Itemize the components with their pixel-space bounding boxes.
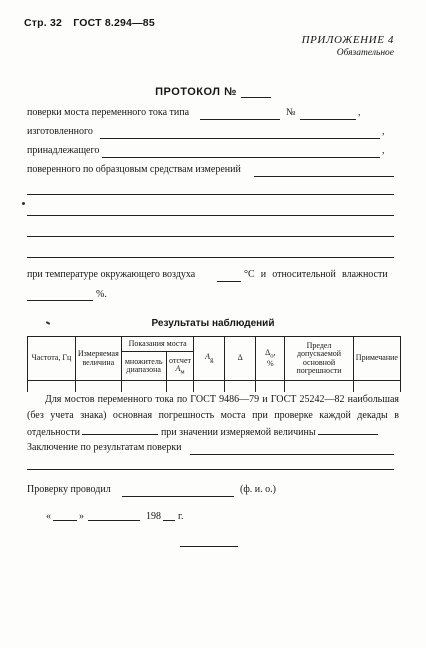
results-table: [27, 336, 401, 392]
bridge-type-blank: [200, 119, 280, 120]
humidity-percent: %.: [96, 289, 107, 300]
conclusion-blank-2: [27, 469, 394, 470]
line2-comma: ,: [382, 126, 385, 137]
date-year: 198: [146, 511, 161, 522]
blank-line-3: [27, 236, 394, 237]
owner-label: принадлежащего: [27, 145, 100, 156]
humidity-blank: [27, 300, 93, 301]
manufacturer-label: изготовленного: [27, 126, 93, 137]
col-bridge-readings: Показания моста: [121, 337, 194, 352]
reference-means-label: поверенного по образцовым средствам измерений: [27, 164, 241, 175]
appendix-label: [302, 34, 394, 58]
bridge-type-line: поверки моста переменного тока типа: [27, 107, 190, 118]
date-close-quote: »: [79, 511, 84, 522]
col-error-limit: Предел допускаемой основной погрешности: [285, 337, 354, 381]
scan-mark: [22, 202, 25, 205]
temperature-label: при температуре окружающего воздуха: [27, 269, 196, 280]
serial-number-blank: [300, 119, 356, 120]
inspector-blank: [122, 496, 234, 497]
number-sign: №: [286, 107, 296, 118]
closing-rule: [180, 546, 238, 547]
temperature-blank: [217, 281, 241, 282]
inspector-label: Проверку проводил: [27, 484, 111, 495]
blank-line-2: [27, 215, 394, 216]
col-frequency: Частота, Гц: [28, 337, 76, 381]
page-number: Стр. 32: [24, 17, 63, 29]
month-blank: [88, 520, 140, 521]
col-delta-percent: $\Delta_o$, %: [256, 337, 285, 381]
col-measured-quantity: Измеряемая величина: [75, 337, 121, 381]
date-open-quote: «: [46, 511, 51, 522]
appendix-subtitle: Обязательное: [336, 48, 394, 58]
conclusion-label: Заключение по результатам поверки: [27, 442, 182, 453]
conclusion-blank: [190, 454, 394, 455]
col-reading: отсчет $A_м$: [166, 352, 194, 381]
appendix-title: ПРИЛОЖЕНИЕ 4: [301, 34, 394, 46]
protocol-title: ПРОТОКОЛ №: [0, 86, 426, 98]
error-value-blank: [82, 424, 158, 435]
blank-line-1: [27, 194, 394, 195]
year-digit-blank: [163, 520, 175, 521]
blank-line-4: [27, 257, 394, 258]
line1-comma: ,: [358, 107, 361, 118]
day-blank: [53, 520, 77, 521]
col-range-multiplier: множитель диапазона: [121, 352, 166, 381]
date-year-suffix: г.: [178, 511, 184, 522]
reference-means-blank: [254, 176, 394, 177]
error-paragraph: Для мостов переменного тока по ГОСТ 9486—79 и ГОСТ 25242—82 наибольшая (без учета знака) основная погрешность моста при проверке каждой декады в отдельности при значении измеряемой величины: [27, 394, 399, 438]
measured-value-blank: [318, 424, 378, 435]
line3-comma: ,: [382, 145, 385, 156]
results-title: Результаты наблюдений: [151, 318, 275, 329]
col-delta: Δ: [225, 337, 256, 381]
owner-blank: [102, 157, 380, 158]
protocol-number-blank: [241, 87, 271, 98]
manufacturer-blank: [100, 138, 380, 139]
col-note: Примечание: [353, 337, 400, 381]
inspector-fio: (ф. и. о.): [240, 484, 276, 495]
col-ag: $A_g$: [194, 337, 225, 381]
page-header: [24, 17, 155, 29]
humidity-label: °С и относительной влажности: [244, 269, 388, 280]
standard-code: ГОСТ 8.294—85: [73, 17, 155, 29]
